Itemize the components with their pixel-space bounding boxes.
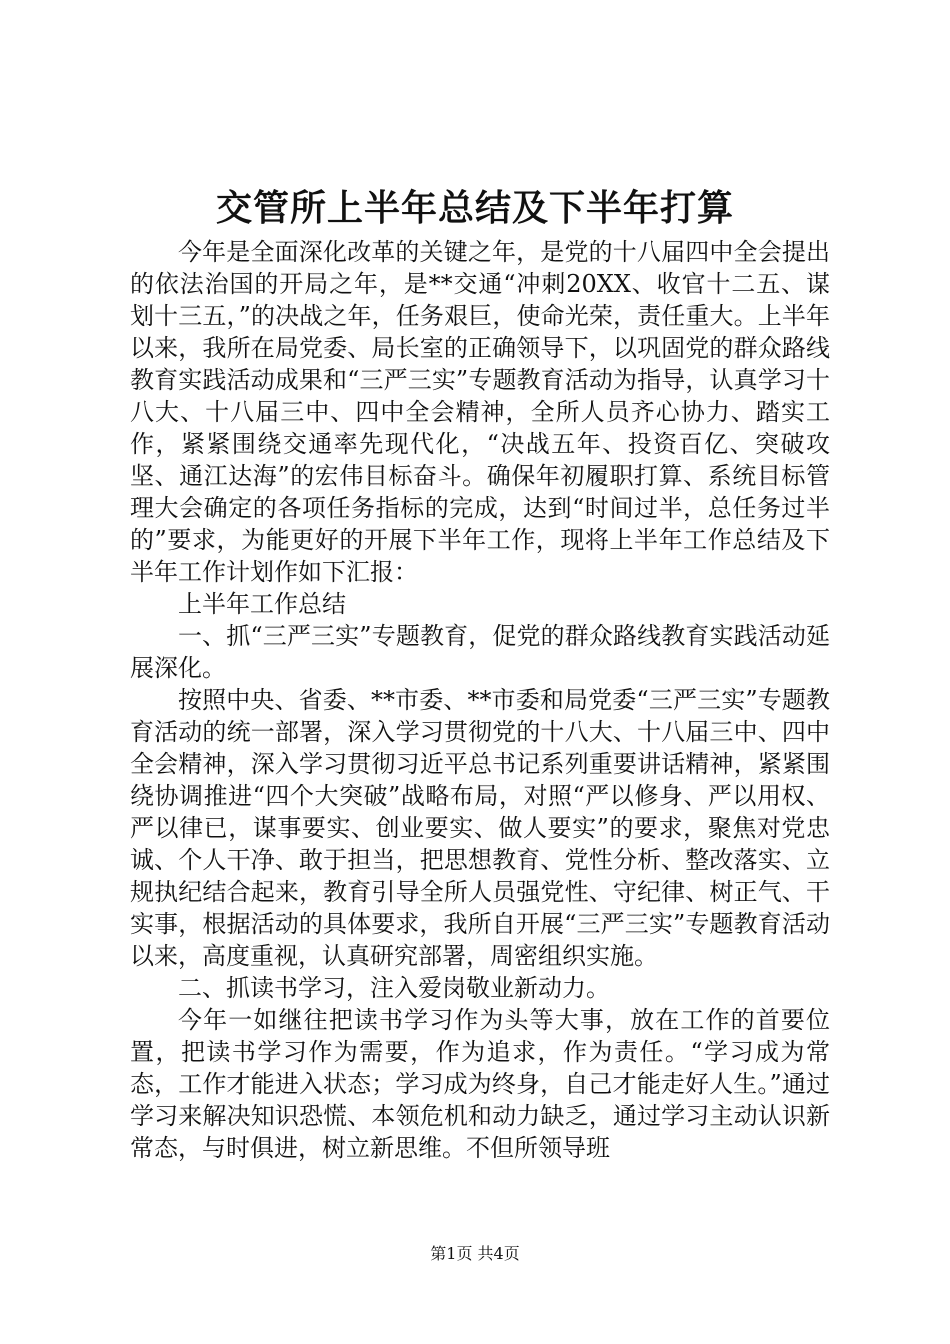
paragraph-one: 按照中央、省委、**市委、**市委和局党委“三严三实”专题教育活动的统一部署，深入学习贯彻党的十八大、十八届三中、四中全会精神，深入学习贯彻习近平总书记系列重要讲话精神，紧紧围绕协调推进“四个大突破”战略布局，对照“严以修身、严以用权、严以律已，谋事要实、创业要实、做人要实”的要求，聚焦对党忠诚、个人干净、敢于担当，把思想教育、党性分析、整改落实、立规执纪结合起来，教育引导全所人员强党性、守纪律、树正气、干实事，根据活动的具体要求，我所自开展“三严三实”专题教育活动以来，高度重视，认真研究部署，周密组织实施。 bbox=[130, 686, 830, 970]
document-title: 交管所上半年总结及下半年打算 bbox=[215, 187, 734, 229]
section-heading-summary: 上半年工作总结 bbox=[178, 590, 346, 618]
subheading-one: 一、抓“三严三实”专题教育，促党的群众路线教育实践活动延展深化。 bbox=[130, 622, 830, 682]
page-footer: 第1页 共4页 bbox=[430, 1244, 520, 1263]
subheading-two: 二、抓读书学习，注入爱岗敬业新动力。 bbox=[178, 974, 610, 1002]
intro-paragraph: 今年是全面深化改革的关键之年，是党的十八届四中全会提出的依法治国的开局之年，是**交通“冲刺20XX、收官十二五、谋划十三五，”的决战之年，任务艰巨，使命光荣，责任重大。上半年以来，我所在局党委、局长室的正确领导下，以巩固党的群众路线教育实践活动成果和“三严三实”专题教育活动为指导，认真学习十八大、十八届三中、四中全会精神，全所人员齐心协力、踏实工作，紧紧围绕交通率先现代化，“决战五年、投资百亿、突破攻坚、通江达海”的宏伟目标奋斗。确保年初履职打算、系统目标管理大会确定的各项任务指标的完成，达到“时间过半，总任务过半的”要求，为能更好的开展下半年工作，现将上半年工作总结及下半年工作计划作如下汇报： bbox=[130, 238, 830, 586]
paragraph-two: 今年一如继往把读书学习作为头等大事，放在工作的首要位置，把读书学习作为需要，作为追求，作为责任。“学习成为常态，工作才能进入状态；学习成为终身，自己才能走好人生。”通过学习来解决知识恐慌、本领危机和动力缺乏，通过学习主动认识新常态，与时俱进，树立新思维。不但所领导班 bbox=[130, 1006, 830, 1162]
document-body bbox=[130, 236, 830, 1164]
